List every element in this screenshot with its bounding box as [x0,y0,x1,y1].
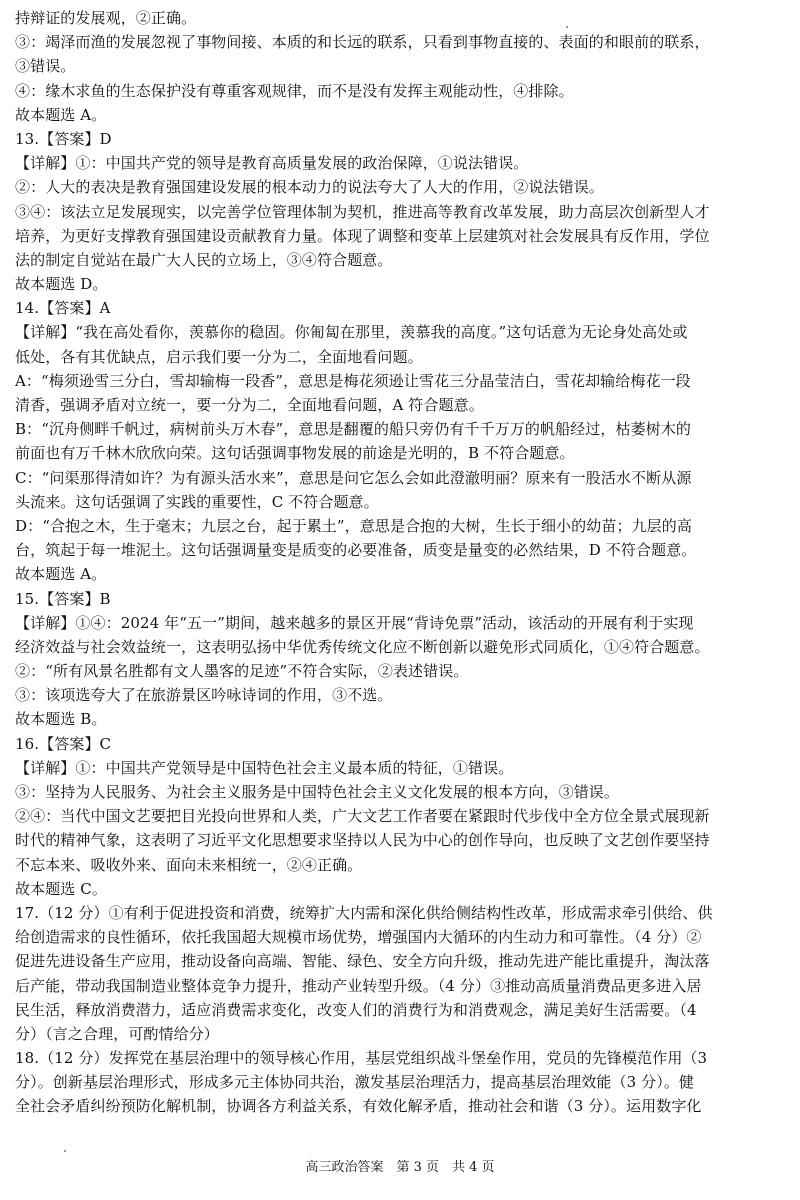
text-line: 15.【答案】B [15,589,111,608]
text-line: ④：缘木求鱼的生态保护没有尊重客观规律，而不是没有发挥主观能动性，④排除。 [15,81,574,100]
text-line: 前面也有万千林木欣欣向荣。这句话强调事物发展的前途是光明的，B 不符合题意。 [15,444,575,463]
text-line: 培养，为更好支撑教育强国建设贡献教育力量。体现了调整和变革上层建筑对社会发展具有反作用，学位 [15,226,710,245]
text-line: 促进先进设备生产应用，推动设备向高端、智能、绿色、安全方向升级，推动先进产能比重提升，淘汰落 [15,952,710,971]
text-line: ②④：当代中国文艺要把目光投向世界和人类，广大文艺工作者要在紧跟时代步伐中全方位全景式展现新 [15,807,710,826]
text-line: 13.【答案】D [15,129,112,148]
text-line: 【详解】①④：2024 年“五一”期间，越来越多的景区开展“背诗免票”活动，该活动的开展有利于实现 [15,613,694,632]
text-line: 故本题选 C。 [15,879,107,898]
text-line: B：“沉舟侧畔千帆过，病树前头万木春”，意思是翻覆的船只旁仍有千千万万的帆船经过，枯萎树木的 [15,420,691,439]
text-line: A：“梅须逊雪三分白，雪却输梅一段香”，意思是梅花须逊让雪花三分晶莹洁白，雪花却输给梅花一段 [15,371,691,390]
text-line: 故本题选 B。 [15,710,107,729]
text-line: 头流来。这句话强调了实践的重要性，C 不符合题意。 [15,492,379,511]
text-line: C：“问渠那得清如许？为有源头活水来”，意思是问它怎么会如此澄澈明丽？原来有一股活水不断从源 [15,468,692,487]
scan-speck [64,1150,66,1152]
text-line: ③：竭泽而渔的发展忽视了事物间接、本质的和长远的联系，只看到事物直接的、表面的和眼前的联系， [15,33,710,52]
text-line: 分）。创新基层治理形式，形成多元主体协同共治，激发基层治理活力，提高基层治理效能（3 分）。健 [15,1073,695,1092]
text-line: 经济效益与社会效益统一，这表明弘扬中华优秀传统文化应不断创新以避免形式同质化，①④符合题意。 [15,637,710,656]
scan-speck [566,26,568,28]
text-line: 【详解】①：中国共产党的领导是教育高质量发展的政治保障，①说法错误。 [15,154,529,173]
text-line: D：“合抱之木，生于毫末；九层之台，起于累土”，意思是合抱的大树，生长于细小的幼苗；九层的高 [15,516,692,535]
text-line: 不忘本来、吸收外来、面向未来相统一，②④正确。 [15,855,363,874]
text-line: 持辩证的发展观，②正确。 [15,9,197,27]
text-line: 台，筑起于每一堆泥土。这句话强调量变是质变的必要准备，质变是量变的必然结果，D 不符合题意。 [15,541,697,560]
text-line: 故本题选 A。 [15,565,107,584]
text-line: 17.（12 分）①有利于促进投资和消费，统筹扩大内需和深化供给侧结构性改革，形成需求牵引供给、供 [15,903,713,922]
text-line: 14.【答案】A [15,299,111,318]
text-line: ③：坚持为人民服务、为社会主义服务是中国特色社会主义文化发展的根本方向，③错误。 [15,783,620,801]
text-line: 分）（言之合理，可酌情给分） [15,1024,219,1043]
text-line: 全社会矛盾纠纷预防化解机制，协调各方利益关系，有效化解矛盾，推动社会和谐（3 分）。运用数字化 [15,1097,702,1116]
text-line: 故本题选 A。 [15,105,107,124]
text-line: 低处，各有其优缺点，启示我们要一分为二，全面地看问题。 [15,347,423,366]
text-line: 民生活，释放消费潜力，适应消费需求变化，改变人们的消费行为和消费观念，满足美好生活需要。（4 [15,1000,697,1019]
text-line: 清香，强调矛盾对立统一，要一分为二，全面地看问题，A 符合题意。 [15,396,484,414]
text-line: ③错误。 [15,57,76,76]
text-line: 法的制定自觉站在最广大人民的立场上，③④符合题意。 [15,250,393,269]
text-line: ②：“所有风景名胜都有文人墨客的足迹”不符合实际，②表述错误。 [15,662,469,681]
text-line: 给创造需求的良性循环，依托我国超大规模市场优势，增强国内大循环的内生动力和可靠性。（4 分）② [15,928,702,947]
text-line: 【详解】①：中国共产党领导是中国特色社会主义最本质的特征，①错误。 [15,758,514,777]
text-line: 时代的精神气象，这表明了习近平文化思想要求坚持以人民为中心的创作导向，也反映了文艺创作要坚持 [15,831,710,850]
page-footer: 高三政治答案 第 3 页 共 4 页 [305,1160,495,1175]
text-line: ②：人大的表决是教育强国建设发展的根本动力的说法夸大了人大的作用，②说法错误。 [15,178,604,197]
text-line: 16.【答案】C [15,734,112,753]
text-line: 后产能，带动我国制造业整体竞争力提升，推动产业转型升级。（4 分）③推动高质量消费品更多进入居 [15,976,702,995]
text-line: ③：该项选夸大了在旅游景区吟咏诗词的作用，③不选。 [15,686,393,705]
text-line: 【详解】“我在高处看你，羡慕你的稳固。你匍匐在那里，羡慕我的高度。”这句话意为无论身处高处或 [15,323,688,342]
text-line: 故本题选 D。 [15,275,108,294]
answer-text-body [15,6,787,1119]
text-line: 18.（12 分）发挥党在基层治理中的领导核心作用，基层党组织战斗堡垒作用，党员的先锋模范作用（3 [15,1049,708,1068]
text-line: ③④：该法立足发展现实，以完善学位管理体制为契机，推进高等教育改革发展，助力高层次创新型人才 [15,202,710,221]
